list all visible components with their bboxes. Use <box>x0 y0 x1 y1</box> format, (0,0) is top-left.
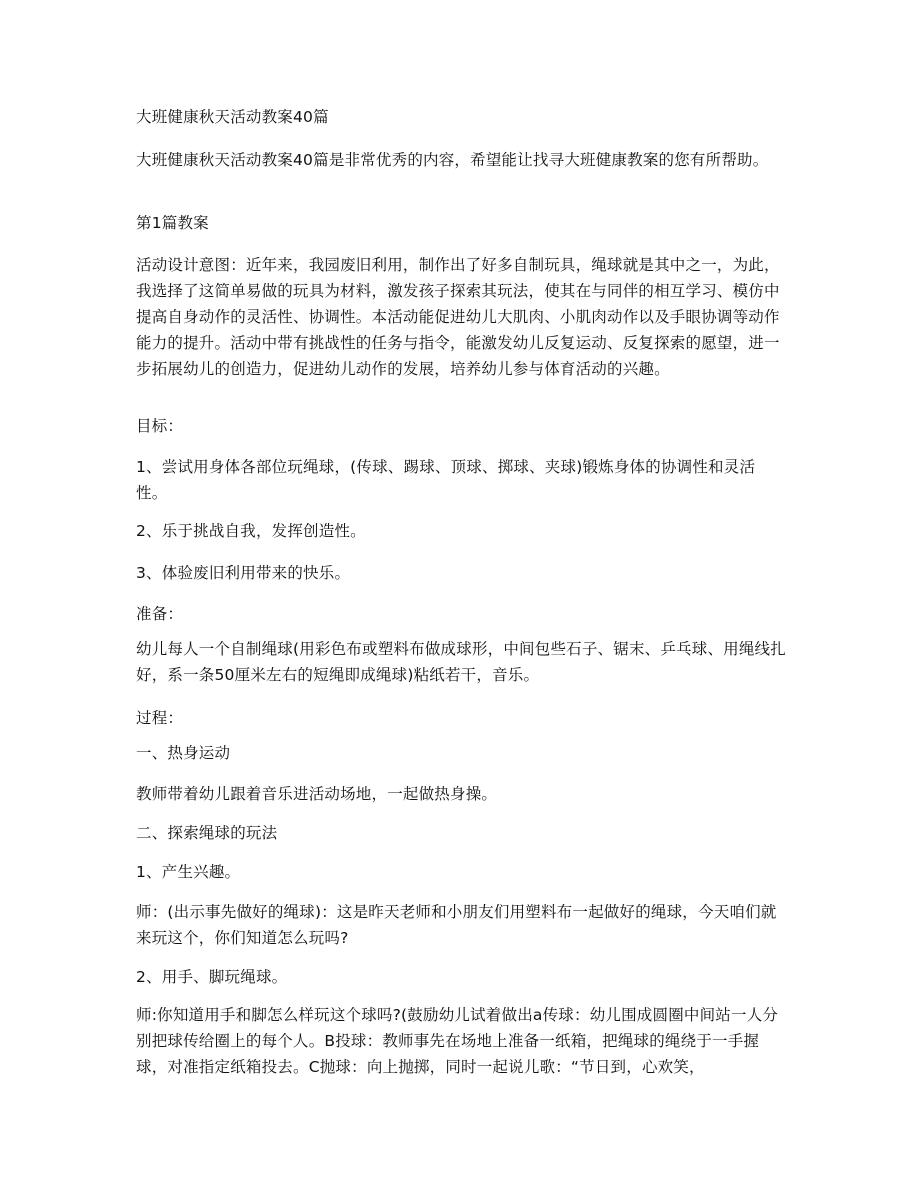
step-2-1-paragraph: 师：(出示事先做好的绳球)：这是昨天老师和小朋友们用塑料布一起做好的绳球，今天咱们就来玩这个，你们知道怎么玩吗? <box>136 903 777 947</box>
step-2-heading: 二、探索绳球的玩法 <box>136 824 278 842</box>
step-2-2-heading: 2、用手、脚玩绳球。 <box>136 968 288 986</box>
step-2-2-paragraph: 师:你知道用手和脚怎么样玩这个球吗?(鼓励幼儿试着做出a传球：幼儿围成圆圈中间站一人分别把球传给圈上的每个人。B投球：教师事先在场地上准备一纸箱，把绳球的绳绕于一手握球，对准指定纸箱投去。C抛球：向上抛掷，同时一起说儿歌：“节日到，心欢笑， <box>136 1006 779 1076</box>
goal-item-3: 3、体验废旧利用带来的快乐。 <box>136 564 351 582</box>
step-1-paragraph: 教师带着幼儿跟着音乐进活动场地，一起做热身操。 <box>136 785 498 803</box>
prep-label: 准备： <box>136 605 184 623</box>
lesson-heading: 第1篇教案 <box>136 214 209 232</box>
process-label: 过程： <box>136 709 184 727</box>
goals-label: 目标： <box>136 417 184 435</box>
step-1-heading: 一、热身运动 <box>136 744 231 762</box>
prep-paragraph: 幼儿每人一个自制绳球(用彩色布或塑料布做成球形，中间包些石子、锯末、乒乓球、用绳线扎好，系一条50厘米左右的短绳即成绳球)粘纸若干，音乐。 <box>136 640 786 684</box>
step-2-1-heading: 1、产生兴趣。 <box>136 863 241 881</box>
design-intent-paragraph: 活动设计意图：近年来，我园废旧利用，制作出了好多自制玩具，绳球就是其中之一，为此，我选择了这简单易做的玩具为材料，激发孩子探索其玩法，使其在与同伴的相互学习、模仿中提高自身动作的灵活性、协调性。本活动能促进幼儿大肌肉、小肌肉动作以及手眼协调等动作能力的提升。活动中带有挑战性的任务与指令，能激发幼儿反复运动、反复探索的愿望，进一步拓展幼儿的创造力，促进幼儿动作的发展，培养幼儿参与体育活动的兴趣。 <box>136 256 780 378</box>
goal-item-1: 1、尝试用身体各部位玩绳球，(传球、踢球、顶球、掷球、夹球)锻炼身体的协调性和灵活性。 <box>136 458 756 502</box>
document-title: 大班健康秋天活动教案40篇 <box>136 108 329 126</box>
goal-item-2: 2、乐于挑战自我，发挥创造性。 <box>136 522 366 540</box>
intro-paragraph: 大班健康秋天活动教案40篇是非常优秀的内容，希望能让找寻大班健康教案的您有所帮助。 <box>136 151 769 169</box>
